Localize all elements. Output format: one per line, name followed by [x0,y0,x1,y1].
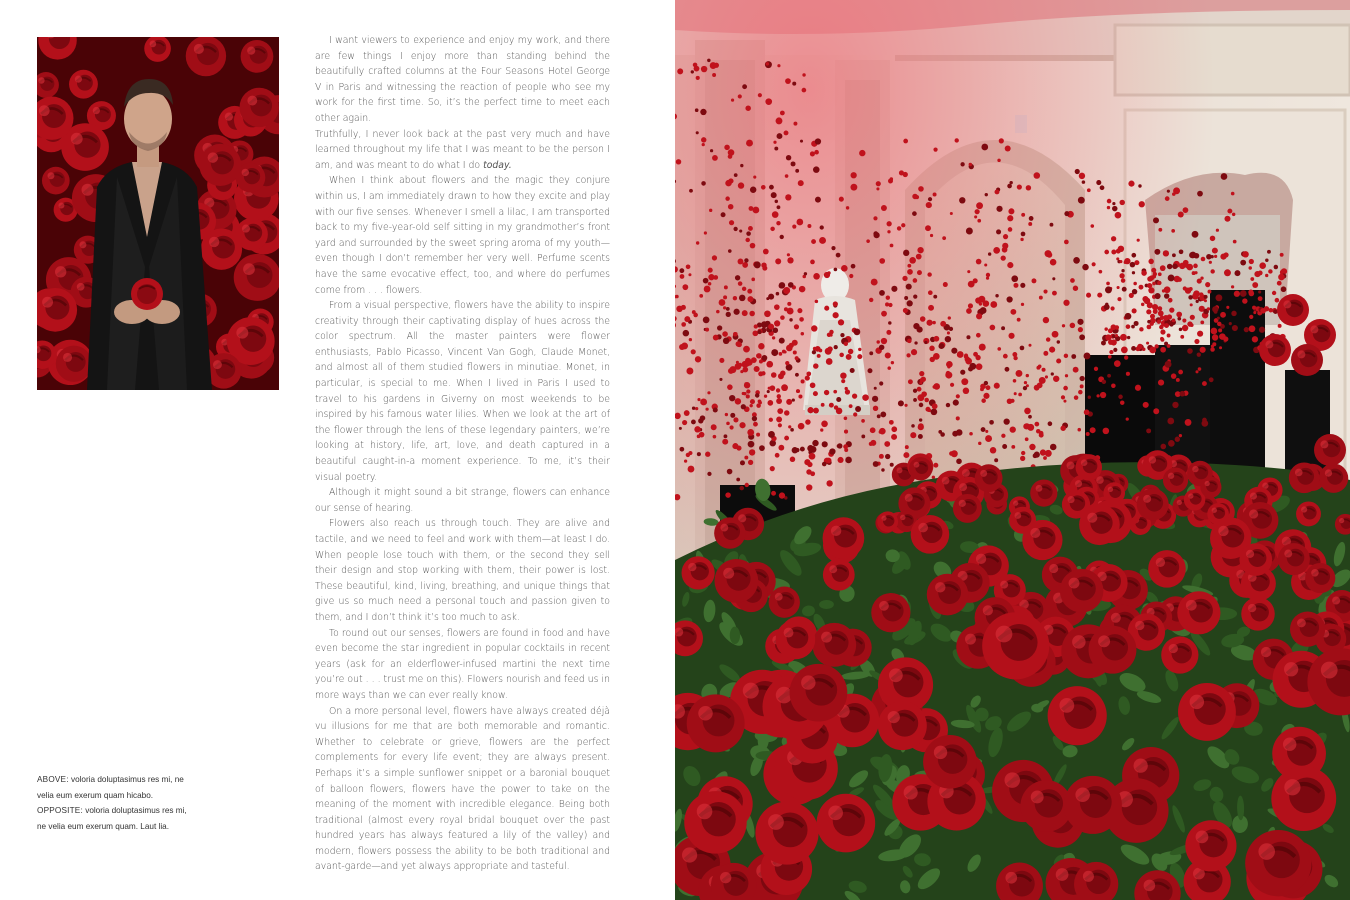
right-page-photo [675,0,1350,900]
paragraph-2-text: Truthfully, I never look back at the past very much and have learned throughout my life that I was meant to be the person I am, and was meant to do what I do [315,128,610,171]
caption-opposite-text: voloria doluptasimus res mi, ne velia eum exerum quam. Laut lia. [37,806,187,831]
paragraph-7: To round out our senses, flowers are found in food and have even become the star ingredient in popular cocktails in recent years (ask for an elderflower-infused martini the next time you’re out . . . trust me on this). Flowers nourish and feed us in more ways than we can ever really know. [315,627,610,701]
body-text-column [315,33,610,875]
caption-above-label: ABOVE: [37,775,69,784]
paragraph-6: Flowers also reach us through touch. They are alive and tactile, and we need to feel and work with them—at least I do. When people lose touch with them, or the second they sell their design and stop working with them, their power is lost. These beautiful, kind, living, breathing, and unique things that give us so much need a personal touch and passion given to them, and I don’t think it’s too much to ask. [315,518,610,623]
caption-above [37,772,197,803]
rose-arrangement-photo-icon [675,0,1350,900]
caption-above-text: voloria doluptasimus res mi, ne velia eum exerum quam hicabo. [37,775,184,800]
paragraph-1: I want viewers to experience and enjoy my work, and there are few things I enjoy more than standing behind the beautifully crafted columns at the Four Seasons Hotel George V in Paris and witnessing the reaction of people who see my work for the first time. So, it’s the perfect time to meet each other again. [315,35,610,124]
paragraph-2 [315,127,610,174]
paragraph-4: From a visual perspective, flowers have the ability to inspire creativity through their captivating display of hues across the color spectrum. All the master painters were flower enthusiasts, Pablo Picasso, Vincent Van Gogh, Claude Monet, and almost all of them studied flowers in minutiae. Monet, in particular, is special to me. When I lived in Paris I used to travel to his gardens in Giverny on most weekends to be inspired by his famous water lilies. When we look at the art of the flower through the lens of these legendary painters, we’re looking at history, life, art, love, and death captured in a beautiful caught-in-a moment experience. To me, it’s their visual poetry. [315,300,610,483]
caption-opposite [37,803,197,834]
paragraph-2-emphasis: today. [483,159,512,171]
paragraph-8: On a more personal level, flowers have always created déjà vu illusions for me that are both memorable and romantic. Whether to celebrate or grieve, flowers are the perfect complements for every life event; they are always present. Perhaps it’s a simple sunflower snippet or a baronial bouquet of balloon flowers, flowers have the power to take on the meaning of the moment with incredible elegance. Being both traditional (almost every royal bridal bouquet over the past hundred years has always featured a lily of the valley) and modern, flowers possess the ability to be both traditional and avant-garde—and yet always appropriate and tasteful. [315,705,610,873]
portrait-photo [37,37,279,390]
paragraph-5: Although it might sound a bit strange, flowers can enhance our sense of hearing. [315,487,610,514]
paragraph-3: When I think about flowers and the magic they conjure within us, I am immediately drawn to how they excite and play with our five senses. Whenever I smell a lilac, I am transported back to my five-year-old self sitting in my grandmother’s front yard and surrounded by the sweet spring aroma of my youth—even though I don’t remember her very well. Perfume scents have the same evocative effect, too, and where do perfumes come from . . . flowers. [315,175,610,296]
portrait-photo-icon [37,37,279,390]
photo-caption [37,772,197,834]
caption-opposite-label: OPPOSITE: [37,806,83,815]
